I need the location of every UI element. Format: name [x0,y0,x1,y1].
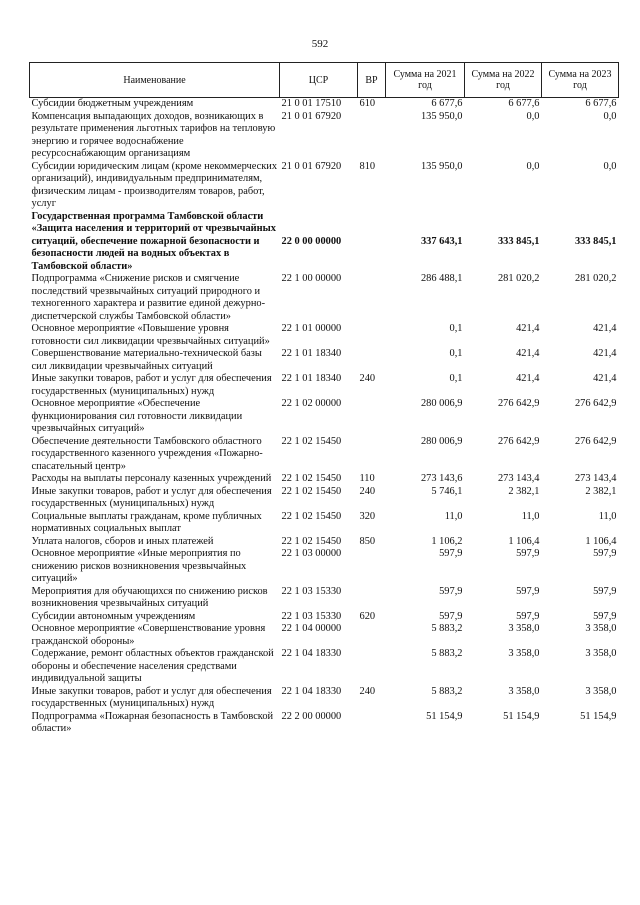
table-row [30,511,619,536]
row-sum-2022: 597,9 [516,585,540,597]
row-code: 22 1 02 15450 [281,435,342,447]
row-sum-2022: 333 845,1 [497,235,540,247]
row-vr [358,623,386,648]
row-vr: 320 [359,510,376,522]
row-name: Основное мероприятие «Обеспечение функционирования сил готовности ликвидации чрезвычайных ситуаций» [31,398,243,434]
column-header-2022: Сумма на 2022 год [465,63,542,98]
row-sum-2023: 597,9 [593,548,617,559]
row-code: 22 1 02 15450 [281,535,342,547]
table-row [30,111,619,161]
table-row [30,273,619,323]
row-sum-2022: 3 358,0 [508,623,540,634]
row-sum-2022: 597,9 [516,610,540,622]
row-vr [358,111,386,161]
row-vr [358,273,386,323]
row-code: 22 1 01 18340 [281,373,342,384]
table-row [30,473,619,486]
table-header-row [30,63,619,98]
row-code: 22 1 04 00000 [281,623,342,634]
row-sum-2021: 135 950,0 [420,160,463,172]
row-sum-2023: 421,4 [593,373,617,384]
table-row [30,348,619,373]
row-sum-2023: 273 143,4 [574,473,617,484]
row-sum-2021: 0,1 [449,323,463,334]
row-sum-2021: 597,9 [439,548,463,559]
row-sum-2023: 0,0 [603,110,617,122]
row-sum-2021: 5 883,2 [431,685,463,697]
row-sum-2022: 11,0 [521,510,540,522]
row-vr [358,348,386,373]
row-code: 22 0 00 00000 [281,235,342,247]
row-code: 22 1 03 00000 [281,548,342,559]
row-sum-2023: 2 382,1 [585,485,617,497]
row-name: Государственная программа Тамбовской области «Защита населения и территорий от чрезвычайных ситуаций, обеспечение пожарной безопасности и безопасности людей на водных объектах в Тамбовской области» [31,210,276,272]
row-vr [358,586,386,611]
row-sum-2023: 281 020,2 [574,273,617,284]
row-name: Компенсация выпадающих доходов, возникающих в результате применения льготных тарифов на тепловую энергию и горячее водоснабжение ресурсоснабжающим организациям [31,110,276,159]
row-vr [358,323,386,348]
row-name: Подпрограмма «Снижение рисков и смягчение последствий чрезвычайных ситуаций природного и техногенного характера и развитие единой дежурно-диспетчерской службы Тамбовской области» [31,273,266,322]
table-row [30,323,619,348]
row-sum-2021: 273 143,6 [420,473,463,484]
row-vr [358,398,386,436]
row-sum-2022: 51 154,9 [503,710,540,722]
column-header-2023: Сумма на 2023 год [542,63,619,98]
row-code: 22 1 04 18330 [281,685,342,697]
table-row [30,548,619,586]
row-name: Иные закупки товаров, работ и услуг для обеспечения государственных (муниципальных) нужд [31,685,272,709]
row-code: 21 0 01 67920 [281,110,342,122]
row-name: Уплата налогов, сборов и иных платежей [31,535,214,547]
row-name: Основное мероприятие «Иные мероприятия по снижению рисков возникновения чрезвычайных ситуаций» [31,548,247,584]
row-vr: 240 [359,685,376,697]
row-code: 22 1 02 15450 [281,473,342,484]
row-sum-2023: 0,0 [603,160,617,172]
row-sum-2022: 3 358,0 [508,685,540,697]
row-name: Субсидии автономным учреждениям [31,610,196,622]
row-vr: 810 [359,160,376,172]
budget-table [29,62,619,736]
table-row [30,161,619,211]
table-row [30,486,619,511]
row-code: 21 0 01 17510 [281,98,342,109]
row-vr [358,648,386,686]
row-name: Подпрограмма «Пожарная безопасность в Тамбовской области» [31,710,274,734]
row-sum-2022: 273 143,4 [497,473,540,484]
table-row [30,686,619,711]
row-code: 21 0 01 67920 [281,160,342,172]
table-row [30,611,619,624]
row-code: 22 1 02 15450 [281,485,342,497]
row-sum-2022: 421,4 [516,323,540,334]
row-sum-2023: 276 642,9 [574,398,617,409]
row-sum-2023: 597,9 [593,610,617,622]
column-header-code: ЦСР [280,63,358,98]
row-code: 22 1 02 00000 [281,398,342,409]
row-vr [358,711,386,736]
row-vr [358,436,386,474]
row-sum-2022: 6 677,6 [508,98,540,109]
row-code: 22 1 03 15330 [281,610,342,622]
row-sum-2022: 3 358,0 [508,648,540,659]
row-code: 22 1 01 00000 [281,323,342,334]
row-sum-2021: 0,1 [449,348,463,359]
row-code: 22 1 01 18340 [281,348,342,359]
row-sum-2023: 3 358,0 [585,685,617,697]
row-sum-2021: 286 488,1 [420,273,463,284]
row-sum-2023: 51 154,9 [580,710,617,722]
page-number: 592 [311,38,329,50]
row-vr: 610 [359,98,376,109]
row-sum-2021: 5 883,2 [431,648,463,659]
row-sum-2022: 421,4 [516,373,540,384]
row-sum-2021: 597,9 [439,610,463,622]
row-name: Субсидии юридическим лицам (кроме некоммерческих организаций), индивидуальным предпринимателям, физическим лицам - производителям товаров, работ, услуг [31,160,278,209]
row-sum-2022: 421,4 [516,348,540,359]
table-body [30,98,619,736]
row-name: Иные закупки товаров, работ и услуг для обеспечения государственных (муниципальных) нужд [31,485,272,509]
row-vr: 240 [359,485,376,497]
row-sum-2023: 3 358,0 [585,648,617,659]
row-code: 22 1 04 18330 [281,648,342,659]
column-header-2021: Сумма на 2021 год [386,63,465,98]
row-name: Мероприятия для обучающихся по снижению рисков возникновения чрезвычайных ситуаций [31,585,268,609]
row-sum-2021: 51 154,9 [426,710,463,722]
row-name: Иные закупки товаров, работ и услуг для обеспечения государственных (муниципальных) нужд [31,373,272,397]
row-sum-2022: 0,0 [526,110,540,122]
row-sum-2023: 333 845,1 [574,235,617,247]
row-vr: 850 [359,535,376,547]
table-row [30,623,619,648]
row-sum-2022: 276 642,9 [497,435,540,447]
row-sum-2021: 11,0 [444,510,463,522]
table-row [30,211,619,274]
row-sum-2021: 1 106,2 [431,535,463,547]
row-sum-2023: 276 642,9 [574,435,617,447]
row-vr: 620 [359,610,376,622]
table-row [30,648,619,686]
row-code: 22 1 02 15450 [281,510,342,522]
row-sum-2021: 5 883,2 [431,623,463,634]
row-name: Основное мероприятие «Повышение уровня готовности сил ликвидации чрезвычайных ситуаций» [31,323,270,347]
row-name: Социальные выплаты гражданам, кроме публичных нормативных социальных выплат [31,510,262,534]
row-sum-2021: 0,1 [449,373,463,384]
row-name: Основное мероприятие «Совершенствование уровня гражданской обороны» [31,623,266,647]
row-name: Субсидии бюджетным учреждениям [31,98,194,109]
column-header-vr: ВР [358,63,386,98]
row-code: 22 1 03 15330 [281,585,342,597]
row-name: Расходы на выплаты персоналу казенных учреждений [31,473,272,484]
row-code: 22 2 00 00000 [281,710,342,722]
row-code: 22 1 00 00000 [281,273,342,284]
row-sum-2023: 6 677,6 [585,98,617,109]
row-name: Содержание, ремонт областных объектов гражданской обороны и обеспечение населения средствами индивидуальной защиты [31,648,274,684]
table-row [30,536,619,549]
table-row [30,373,619,398]
row-name: Совершенствование материально-технической базы сил ликвидации чрезвычайных ситуаций [31,348,262,372]
row-sum-2022: 0,0 [526,160,540,172]
row-sum-2021: 597,9 [439,585,463,597]
row-sum-2023: 1 106,4 [585,535,617,547]
row-vr: 110 [359,473,375,484]
row-sum-2021: 280 006,9 [420,398,463,409]
row-sum-2022: 276 642,9 [497,398,540,409]
row-sum-2022: 597,9 [516,548,540,559]
table-row [30,398,619,436]
table-row [30,711,619,736]
row-vr [358,548,386,586]
row-sum-2022: 281 020,2 [497,273,540,284]
table-row [30,436,619,474]
table-row [30,98,619,111]
row-sum-2021: 6 677,6 [431,98,463,109]
row-sum-2023: 421,4 [593,348,617,359]
row-sum-2022: 1 106,4 [508,535,540,547]
row-sum-2023: 421,4 [593,323,617,334]
row-sum-2021: 337 643,1 [420,235,463,247]
row-sum-2023: 597,9 [593,585,617,597]
row-sum-2022: 2 382,1 [508,485,540,497]
row-sum-2021: 135 950,0 [420,110,463,122]
table-row [30,586,619,611]
row-sum-2021: 5 746,1 [431,485,463,497]
row-name: Обеспечение деятельности Тамбовского областного государственного казенного учреждения «Пожарно-спасательный центр» [31,435,263,472]
row-sum-2021: 280 006,9 [420,435,463,447]
row-sum-2023: 11,0 [598,510,617,522]
column-header-name: Наименование [30,63,280,98]
row-vr [358,211,386,274]
row-sum-2023: 3 358,0 [585,623,617,634]
row-vr: 240 [359,373,376,384]
